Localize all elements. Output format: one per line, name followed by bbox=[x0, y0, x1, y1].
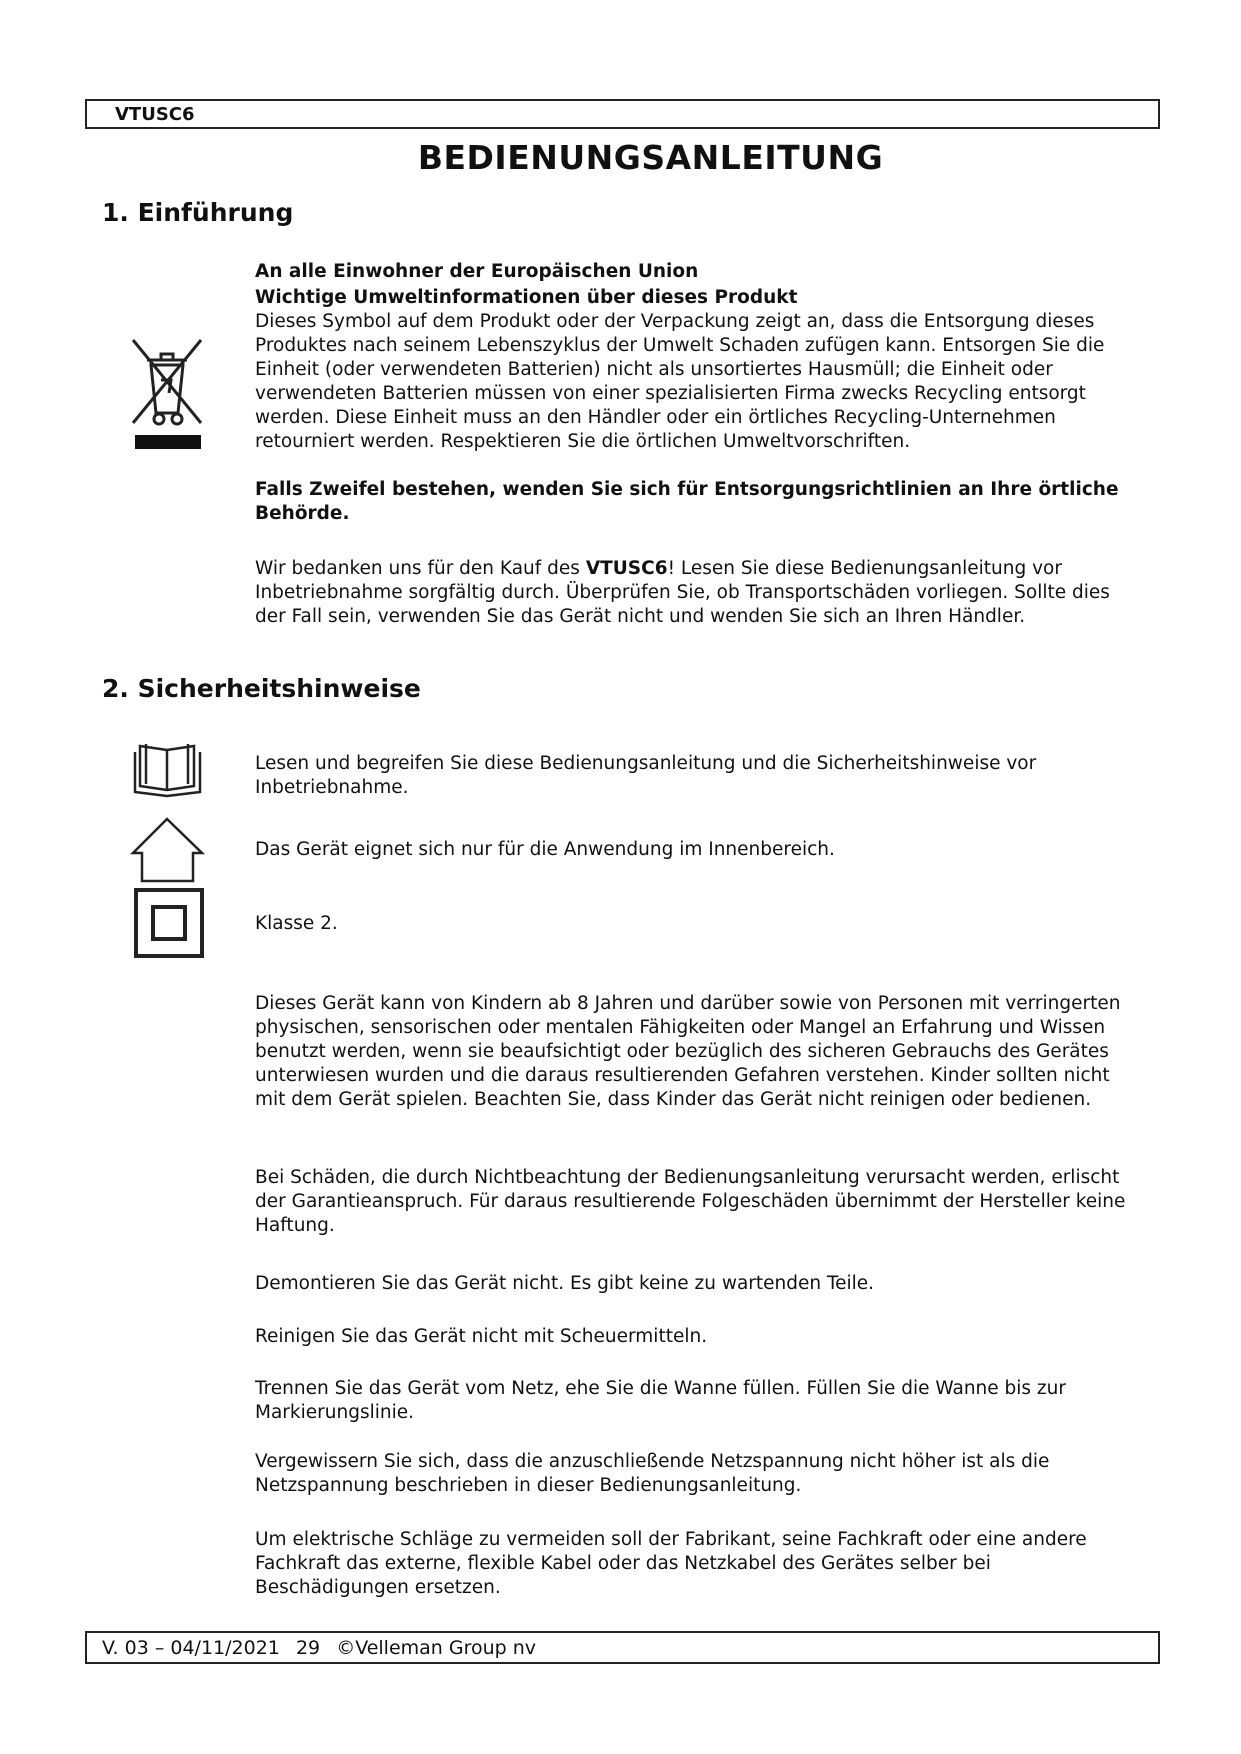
thanks-product: VTUSC6 bbox=[585, 558, 668, 579]
env-line-2: Wichtige Umweltinformationen über dieses Produkt bbox=[255, 287, 798, 308]
env-line-1: An alle Einwohner der Europäischen Union bbox=[255, 261, 699, 282]
footer-box bbox=[85, 1631, 1160, 1664]
safety-item-class2: Klasse 2. bbox=[255, 913, 338, 934]
book-icon bbox=[130, 738, 205, 798]
thanks-post: ! Lesen Sie diese Bedienungsanleitung vor Inbetriebnahme sorgfältig durch. Überprüfen Sie, ob Transportschäden vorliegen. Sollte dies der Fall sein, verwenden Sie das Gerät nicht und wenden Sie sich an Ihren Händler. bbox=[255, 558, 1110, 627]
safety-item-read-manual: Lesen und begreifen Sie diese Bedienungsanleitung und die Sicherheitshinweise vor Inbetriebnahme. bbox=[255, 753, 1037, 798]
header-box bbox=[85, 99, 1160, 129]
safety-paragraph: Dieses Gerät kann von Kindern ab 8 Jahren und darüber sowie von Personen mit verringerten physischen, sensorischen oder mentalen Fähigkeiten oder Mangel an Erfahrung und Wissen benutzt werden, wenn sie beaufsichtigt oder bezüglich des sicheren Gebrauchs des Gerätes unterwiesen wurden und die daraus resultierenden Gefahren verstehen. Kinder sollten nicht mit dem Gerät spielen. Beachten Sie, dass Kinder das Gerät nicht reinigen oder bedienen. bbox=[255, 993, 1121, 1110]
class2-icon bbox=[133, 887, 205, 959]
footer-version: V. 03 – 04/11/2021 bbox=[102, 1637, 280, 1659]
safety-item-indoor: Das Gerät eignet sich nur für die Anwendung im Innenbereich. bbox=[255, 839, 835, 860]
weee-bin-icon bbox=[125, 335, 210, 455]
thanks-pre: Wir bedanken uns für den Kauf des bbox=[255, 558, 586, 579]
safety-paragraph: Bei Schäden, die durch Nichtbeachtung der Bedienungsanleitung verursacht werden, erlischt der Garantieanspruch. Für daraus resultierende Folgeschäden übernimmt der Hersteller keine Haftung. bbox=[255, 1167, 1126, 1236]
safety-paragraph: Vergewissern Sie sich, dass die anzuschließende Netzspannung nicht höher ist als die Netzspannung beschrieben in dieser Bedienungsanleitung. bbox=[255, 1451, 1050, 1496]
env-bold-note: Falls Zweifel bestehen, wenden Sie sich für Entsorgungsrichtlinien an Ihre örtliche Behörde. bbox=[255, 479, 1119, 524]
env-body: Dieses Symbol auf dem Produkt oder der Verpackung zeigt an, dass die Entsorgung dieses Produktes nach seinem Lebenszyklus der Umwelt Schaden zufügen kann. Entsorgen Sie die Einheit (oder verwendeten Batterien) nicht als unsortiertes Hausmüll; die Einheit oder verwendeten Batterien müssen von einer spezialisierten Firma zwecks Recycling entsorgt werden. Diese Einheit muss an den Händler oder ein örtliches Recycling-Unternehmen retourniert werden. Respektieren Sie die örtlichen Umweltvorschriften. bbox=[255, 311, 1105, 452]
safety-paragraph: Reinigen Sie das Gerät nicht mit Scheuermitteln. bbox=[255, 1326, 708, 1347]
section-heading-safety: 2. Sicherheitshinweise bbox=[102, 674, 421, 703]
safety-paragraph: Um elektrische Schläge zu vermeiden soll der Fabrikant, seine Fachkraft oder eine andere Fachkraft das externe, flexible Kabel oder das Netzkabel des Gerätes selber bei Beschädigungen ersetzen. bbox=[255, 1529, 1087, 1598]
thanks-paragraph bbox=[255, 557, 1135, 629]
section-heading-introduction: 1. Einführung bbox=[102, 198, 294, 227]
footer-text bbox=[102, 1637, 546, 1659]
footer-copyright: ©Velleman Group nv bbox=[336, 1637, 537, 1659]
footer-page-number: 29 bbox=[295, 1637, 321, 1659]
house-icon bbox=[130, 815, 205, 885]
safety-paragraph: Trennen Sie das Gerät vom Netz, ehe Sie die Wanne füllen. Füllen Sie die Wanne bis zur Markierungslinie. bbox=[255, 1378, 1066, 1423]
product-code: VTUSC6 bbox=[115, 104, 195, 125]
safety-paragraph: Demontieren Sie das Gerät nicht. Es gibt keine zu wartenden Teile. bbox=[255, 1273, 875, 1294]
document-title: BEDIENUNGSANLEITUNG bbox=[417, 138, 884, 177]
